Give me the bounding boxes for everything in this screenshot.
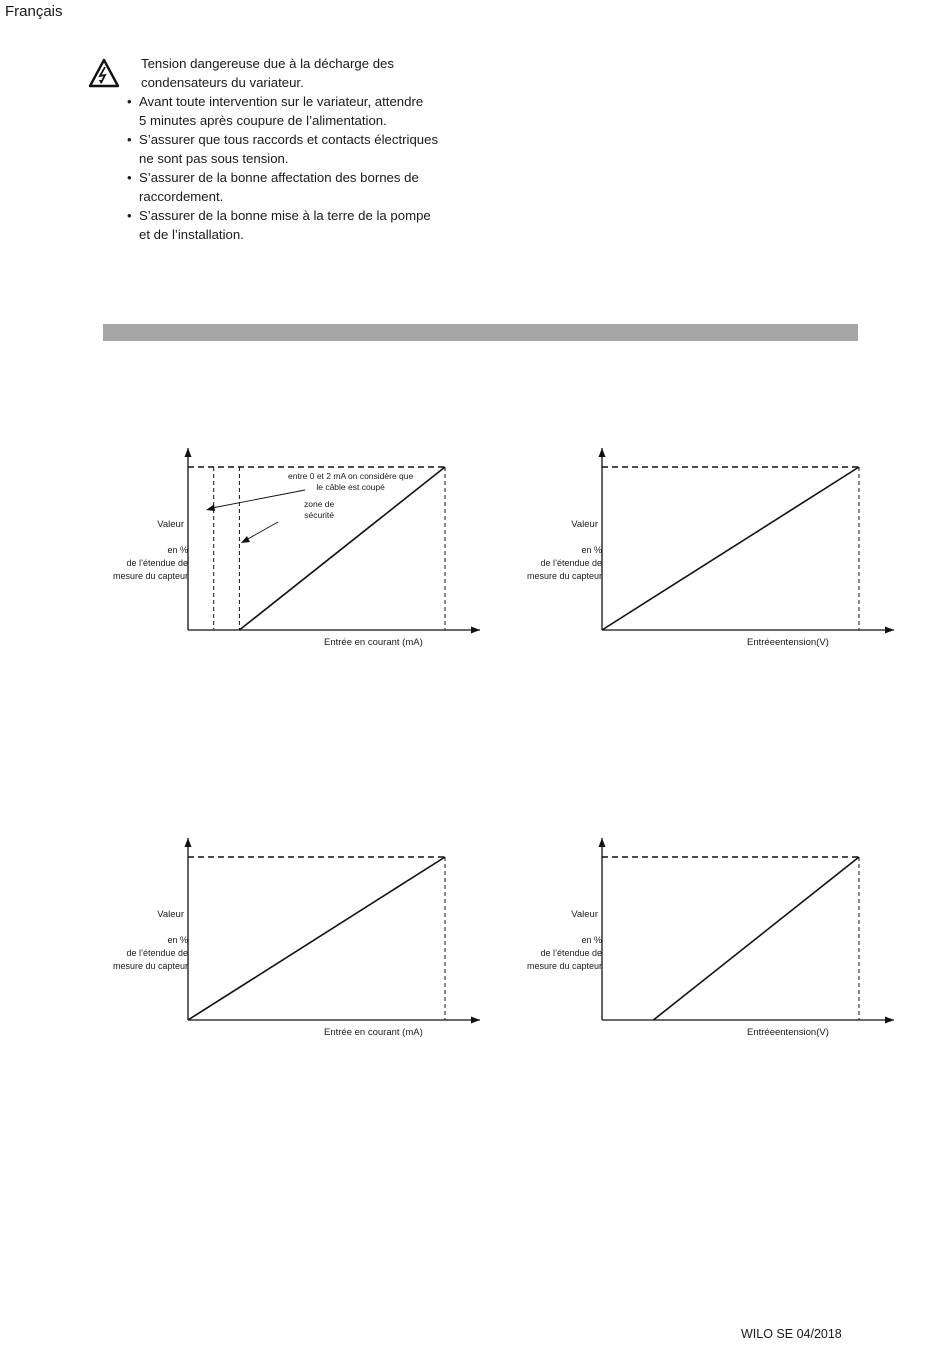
x-axis-arrow-icon (471, 1017, 480, 1024)
safety-zone-pointer-line (246, 522, 278, 540)
chart-plot (100, 440, 490, 660)
chart-plot (514, 440, 904, 660)
cable-cut-arrow-icon (206, 505, 215, 512)
x-axis-label: Entréeentension(V) (747, 637, 829, 648)
chart-voltage-input-offset (514, 830, 904, 1050)
warning-list (127, 92, 457, 244)
bullet-icon: • (127, 170, 132, 185)
annotation-cable-cut: entre 0 et 2 mA on considère que le câble est coupé (288, 471, 414, 492)
warning-title: Tension dangereuse due à la décharge des condensateurs du variateur. (141, 56, 394, 90)
y-axis-arrow-icon (599, 448, 606, 457)
y-axis-label: Valeur en % de l’étendue de mesure du capteur (112, 909, 188, 971)
y-axis-label: Valeur en % de l’étendue de mesure du capteur (526, 519, 602, 581)
chart-plot (514, 830, 904, 1050)
cable-cut-pointer-line (212, 490, 305, 508)
y-axis-label: Valeur en % de l’étendue de mesure du capteur (112, 519, 188, 581)
y-axis-arrow-icon (185, 448, 192, 457)
series-line (653, 857, 859, 1020)
chart-voltage-input (514, 440, 904, 660)
x-axis-label: Entréeentension(V) (747, 1027, 829, 1038)
list-item: • S’assurer de la bonne affectation des bornes de raccordement. (127, 170, 419, 204)
footer-text: WILO SE 04/2018 (741, 1327, 842, 1341)
series-line (602, 467, 859, 630)
series-line (188, 857, 445, 1020)
series-line (239, 467, 445, 630)
safety-zone-arrow-icon (241, 536, 250, 543)
chart-current-input-safety (100, 440, 490, 660)
section-divider-bar (103, 324, 858, 341)
bullet-icon: • (127, 132, 132, 147)
y-axis-label: Valeur en % de l’étendue de mesure du capteur (526, 909, 602, 971)
chart-plot (100, 830, 490, 1050)
language-label: Français (5, 3, 63, 20)
x-axis-label: Entrée en courant (mA) (324, 1027, 423, 1038)
x-axis-label: Entrée en courant (mA) (324, 637, 423, 648)
chart-current-input (100, 830, 490, 1050)
annotation-safety-zone: zone de sécurité (304, 499, 335, 520)
list-item: • Avant toute intervention sur le variateur, attendre 5 minutes après coupure de l’alimentation. (127, 94, 424, 128)
y-axis-arrow-icon (185, 838, 192, 847)
list-item: • S’assurer de la bonne mise à la terre de la pompe et de l’installation. (127, 208, 431, 242)
y-axis-arrow-icon (599, 838, 606, 847)
warning-block (127, 54, 457, 244)
x-axis-arrow-icon (471, 627, 480, 634)
bullet-icon: • (127, 208, 132, 223)
x-axis-arrow-icon (885, 1017, 894, 1024)
list-item: • S’assurer que tous raccords et contacts électriques ne sont pas sous tension. (127, 132, 439, 166)
electrical-hazard-icon (88, 58, 120, 88)
bullet-icon: • (127, 94, 132, 109)
x-axis-arrow-icon (885, 627, 894, 634)
